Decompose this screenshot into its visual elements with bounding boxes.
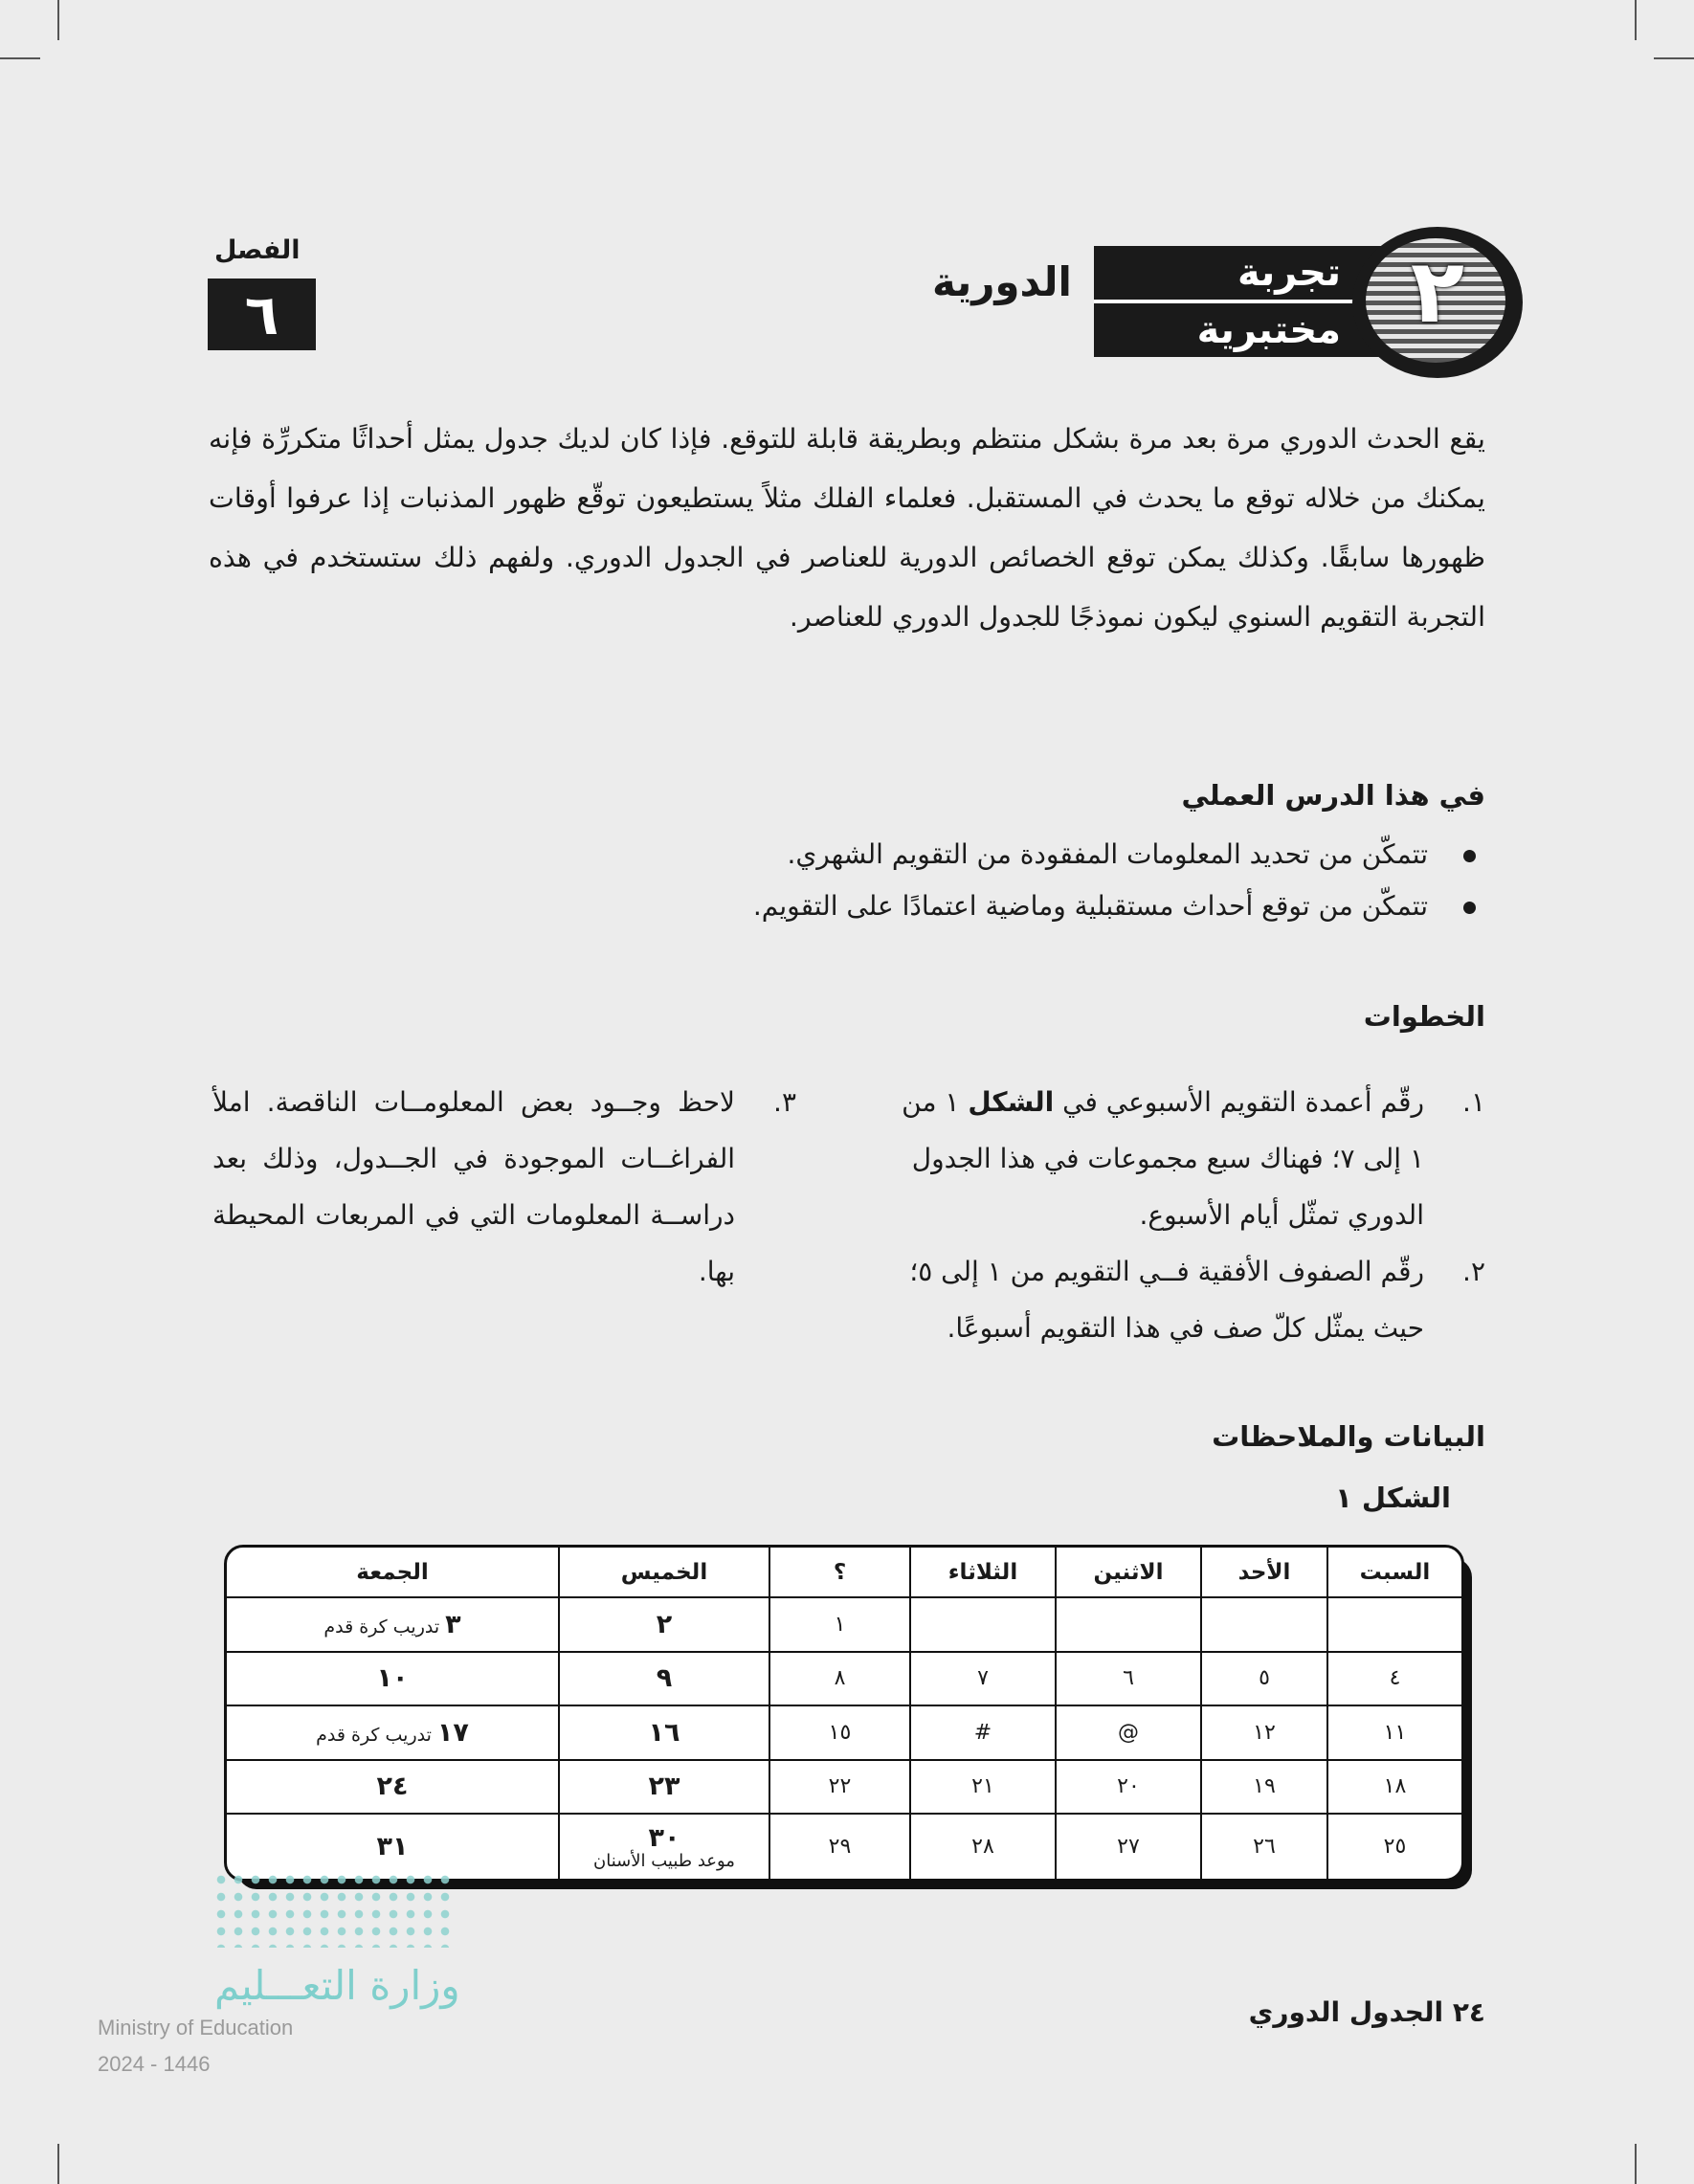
ministry-logo-english: Ministry of Education bbox=[98, 2016, 294, 2039]
lab-number: ٢ bbox=[1410, 240, 1465, 343]
missing-value-cell: @ bbox=[1056, 1705, 1201, 1760]
day-cell: ٣١ bbox=[227, 1814, 559, 1879]
step-item bbox=[892, 1243, 1485, 1356]
day-cell: ١٢ bbox=[1201, 1705, 1327, 1760]
steps-column-right bbox=[892, 1074, 1485, 1356]
day-cell: ٢١ bbox=[910, 1760, 1056, 1815]
step-number: ٣. bbox=[773, 1086, 796, 1118]
objective-item: تتمكّن من تحديد المعلومات المفقودة من التقويم الشهري. bbox=[337, 829, 1485, 880]
lab-word-2: مختبرية bbox=[1196, 308, 1341, 352]
day-cell: ٧ bbox=[910, 1652, 1056, 1706]
lab-title: الدورية bbox=[932, 258, 1072, 305]
day-cell: ٥ bbox=[1201, 1652, 1327, 1706]
step-text: رقّم الصفوف الأفقية فــي التقويم من ١ إلى ٥؛ حيث يمثّل كلّ صف في هذا التقويم أسبوعًا. bbox=[909, 1256, 1424, 1344]
day-cell: ١ bbox=[769, 1597, 910, 1652]
day-cell: ١٨ bbox=[1327, 1760, 1461, 1815]
day-cell: ٢٩ bbox=[769, 1814, 910, 1879]
day-header: السبت bbox=[1327, 1548, 1461, 1597]
step-number: ٢. bbox=[1462, 1256, 1485, 1287]
day-cell: ٢٦ bbox=[1201, 1814, 1327, 1879]
day-cell: ٢٣ bbox=[559, 1760, 769, 1815]
table-row bbox=[227, 1814, 1461, 1879]
chapter-number: ٦ bbox=[208, 279, 316, 350]
objectives-list bbox=[337, 829, 1485, 932]
day-cell bbox=[910, 1597, 1056, 1652]
table-header-row bbox=[227, 1548, 1461, 1597]
event-note: تدريب كرة قدم bbox=[323, 1616, 440, 1638]
day-cell: ٨ bbox=[769, 1652, 910, 1706]
step-text: رقّم أعمدة التقويم الأسبوعي في الشكل ١ من ١ إلى ٧؛ فهناك سبع مجموعات في هذا الجدول الدوري تمثّل أيام الأسبوع. bbox=[902, 1086, 1424, 1231]
crop-mark bbox=[0, 57, 40, 59]
step-item bbox=[212, 1074, 796, 1300]
day-cell: ٢ bbox=[559, 1597, 769, 1652]
day-cell: ٩ bbox=[559, 1652, 769, 1706]
data-heading: البيانات والملاحظات bbox=[1212, 1420, 1485, 1453]
day-cell bbox=[1327, 1597, 1461, 1652]
day-cell: ١٦ bbox=[559, 1705, 769, 1760]
ministry-logo-dots bbox=[212, 1871, 452, 1948]
lab-word-1: تجربة bbox=[1237, 251, 1341, 295]
day-header: الثلاثاء bbox=[910, 1548, 1056, 1597]
table-row bbox=[227, 1705, 1461, 1760]
day-cell: ٢٧ bbox=[1056, 1814, 1201, 1879]
step-number: ١. bbox=[1462, 1086, 1485, 1118]
day-header: الأحد bbox=[1201, 1548, 1327, 1597]
objective-item: تتمكّن من توقع أحداث مستقبلية وماضية اعتمادًا على التقويم. bbox=[337, 880, 1485, 932]
day-cell: ١٩ bbox=[1201, 1760, 1327, 1815]
day-header: ؟ bbox=[769, 1548, 910, 1597]
crop-mark bbox=[1635, 0, 1637, 40]
day-cell: ٢٠ bbox=[1056, 1760, 1201, 1815]
objectives-heading: في هذا الدرس العملي bbox=[1181, 779, 1485, 812]
day-cell: ١٥ bbox=[769, 1705, 910, 1760]
missing-value-cell: # bbox=[910, 1705, 1056, 1760]
day-cell: ٦ bbox=[1056, 1652, 1201, 1706]
crop-mark bbox=[1654, 57, 1694, 59]
day-cell: ٤ bbox=[1327, 1652, 1461, 1706]
table-row bbox=[227, 1652, 1461, 1706]
day-cell bbox=[1201, 1597, 1327, 1652]
intro-paragraph: يقع الحدث الدوري مرة بعد مرة بشكل منتظم وبطريقة قابلة للتوقع. فإذا كان لديك جدول يمثل أحداثًا متكررِّة فإنه يمكنك من خلاله توقع ما يحدث في المستقبل. فعلماء الفلك مثلاً يستطيعون توقّع ظهور المذنبات إذا عرفوا أوقات ظهورها سابقًا. وكذلك يمكن توقع الخصائص الدورية للعناصر في الجدول الدوري. ولفهم ذلك ستستخدم في هذه التجربة التقويم السنوي ليكون نموذجًا للجدول الدوري للعناصر. bbox=[209, 423, 1485, 633]
day-cell: ٢٨ bbox=[910, 1814, 1056, 1879]
day-cell: ١١ bbox=[1327, 1705, 1461, 1760]
calendar-table bbox=[224, 1545, 1464, 1882]
table-row bbox=[227, 1760, 1461, 1815]
day-cell: ٣٠ موعد طبيب الأسنان bbox=[559, 1814, 769, 1879]
step-item bbox=[892, 1074, 1485, 1243]
steps-heading: الخطوات bbox=[1363, 1000, 1485, 1033]
event-note: موعد طبيب الأسنان bbox=[593, 1850, 735, 1871]
crop-mark bbox=[1635, 2144, 1637, 2184]
figure-label: الشكل ١ bbox=[1335, 1482, 1451, 1514]
lab-number-badge bbox=[1352, 227, 1523, 378]
ministry-logo-year: 2024 - 1446 bbox=[98, 2052, 211, 2076]
day-header: الخميس bbox=[559, 1548, 769, 1597]
crop-mark bbox=[57, 0, 59, 40]
chapter-label: الفصل bbox=[214, 235, 301, 265]
day-cell: ٢٥ bbox=[1327, 1814, 1461, 1879]
steps-column-left bbox=[212, 1074, 796, 1300]
ministry-logo-arabic: وزارة التعـــليم bbox=[214, 1962, 460, 2009]
day-cell: ٣تدريب كرة قدم bbox=[227, 1597, 559, 1652]
day-header: الاثنين bbox=[1056, 1548, 1201, 1597]
day-cell: ١٧تدريب كرة قدم bbox=[227, 1705, 559, 1760]
table-row bbox=[227, 1597, 1461, 1652]
step-text: لاحظ وجــود بعض المعلومــات الناقصة. املأ الفراغــات الموجودة في الجــدول، وذلك بعد دراســة المعلومات التي في المربعات المحيطة بها. bbox=[212, 1086, 735, 1287]
day-cell: ٢٤ bbox=[227, 1760, 559, 1815]
crop-mark bbox=[57, 2144, 59, 2184]
event-note: تدريب كرة قدم bbox=[316, 1724, 432, 1746]
page-footer-title: ٢٤ الجدول الدوري bbox=[1248, 1996, 1485, 2028]
day-cell bbox=[1056, 1597, 1201, 1652]
day-header: الجمعة bbox=[227, 1548, 559, 1597]
day-cell: ١٠ bbox=[227, 1652, 559, 1706]
day-cell: ٢٢ bbox=[769, 1760, 910, 1815]
